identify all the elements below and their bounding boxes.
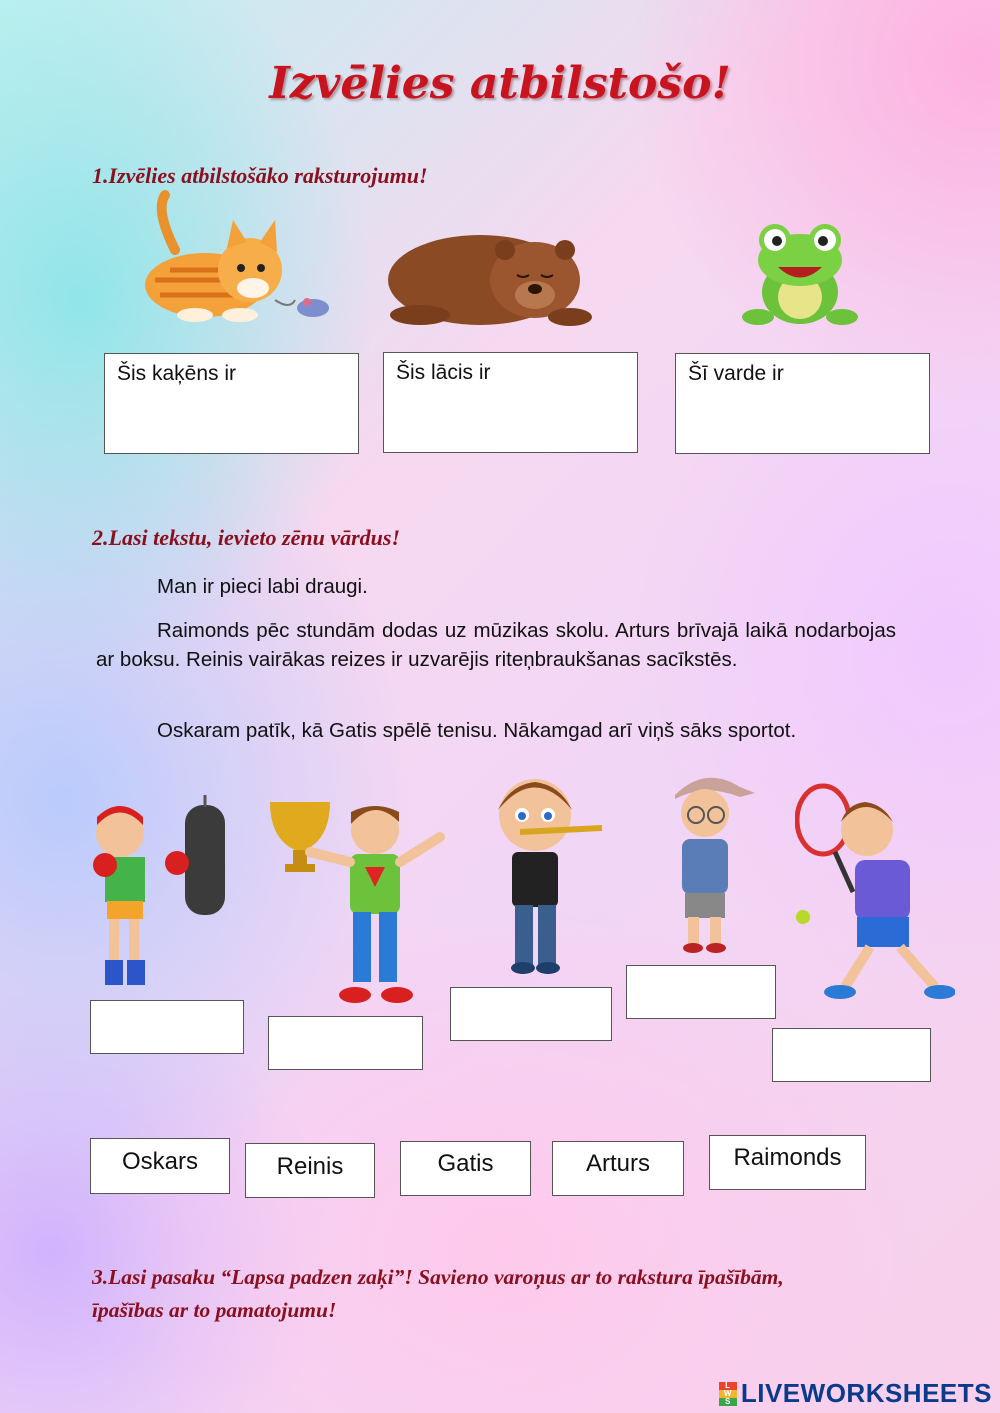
page-title: Izvēlies atbilstošo!	[269, 58, 731, 109]
section1-heading: 1.Izvēlies atbilstošāko raksturojumu!	[92, 163, 428, 188]
bear-icon	[385, 205, 595, 330]
brand-text: LIVEWORKSHEETS	[740, 1378, 992, 1408]
section2-heading: 2.Lasi tekstu, ievieto zēnu vārdus!	[92, 525, 401, 550]
word-oskars[interactable]: Oskars	[90, 1138, 230, 1194]
bear-answer-box[interactable]	[383, 352, 638, 453]
frog-answer-box[interactable]	[675, 353, 930, 454]
bear-box-label: Šis lācis ir	[396, 361, 491, 384]
word-raimonds[interactable]: Raimonds	[709, 1135, 866, 1190]
paragraph-3: Oskaram patīk, kā Gatis spēlē tenisu. Nākamgad arī viņš sāks sportot.	[157, 719, 797, 742]
boy-5-drop-box[interactable]	[772, 1028, 931, 1082]
word-reinis[interactable]: Reinis	[245, 1143, 375, 1198]
tennis-boy-icon	[795, 782, 955, 1002]
boxer-boy-icon	[85, 795, 235, 990]
section3-heading-line1: 3.Lasi pasaku “Lapsa padzen zaķi”! Savieno varoņus ar to rakstura īpašībām,	[92, 1265, 784, 1289]
section3-heading-line2: īpašības ar to pamatojumu!	[92, 1298, 337, 1322]
boy-2-drop-box[interactable]	[268, 1016, 423, 1070]
flute-boy-icon	[480, 770, 605, 975]
frog-box-label: Šī varde ir	[688, 362, 784, 385]
boy-1-drop-box[interactable]	[90, 1000, 244, 1054]
boy-4-drop-box[interactable]	[626, 965, 776, 1019]
boy-3-drop-box[interactable]	[450, 987, 612, 1041]
lws-badge-icon: L W S	[719, 1382, 737, 1406]
kitten-box-label: Šis kaķēns ir	[117, 362, 237, 385]
word-arturs[interactable]: Arturs	[552, 1141, 684, 1196]
liveworksheets-logo	[719, 1378, 992, 1409]
frog-icon	[740, 222, 860, 330]
paragraph-1: Man ir pieci labi draugi.	[157, 575, 368, 598]
kitten-answer-box[interactable]	[104, 353, 359, 454]
glasses-boy-icon	[660, 765, 760, 955]
kitten-icon	[135, 190, 335, 330]
word-gatis[interactable]: Gatis	[400, 1141, 531, 1196]
paragraph-2: Raimonds pēc stundām dodas uz mūzikas skolu. Arturs brīvajā laikā nodarbojas ar boksu. Reinis vairākas reizes ir uzvarējis riteņbraukšanas sacīkstēs.	[96, 619, 896, 671]
trophy-boy-icon	[265, 792, 455, 1012]
